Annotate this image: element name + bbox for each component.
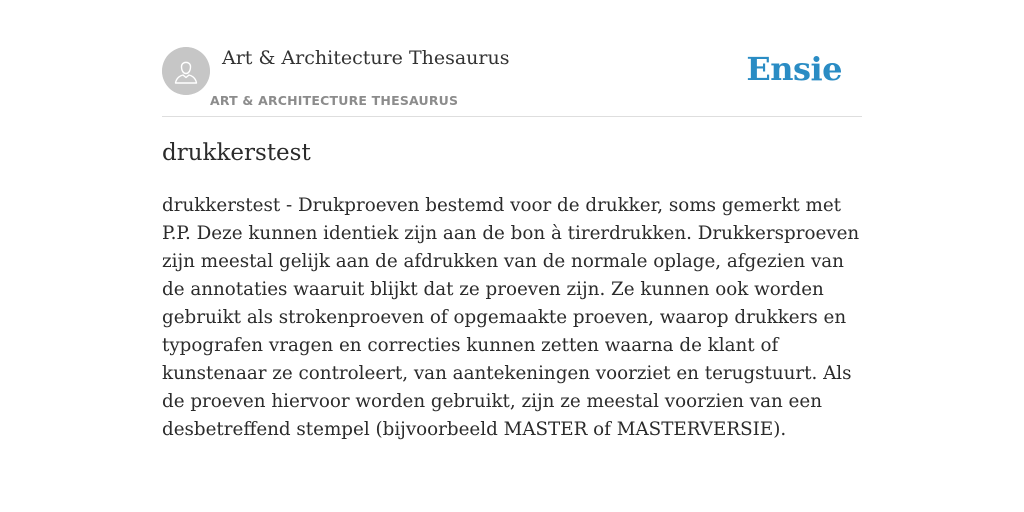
page-header	[162, 46, 862, 117]
term-title: drukkerstest	[162, 140, 311, 166]
source-title[interactable]: Art & Architecture Thesaurus	[222, 47, 510, 69]
brand-logo[interactable]: Ensie	[746, 50, 842, 88]
avatar[interactable]	[162, 47, 210, 95]
term-definition: drukkerstest - Drukproeven bestemd voor de drukker, soms gemerkt met P.P. Deze kunnen identiek zijn aan de bon à tirerdrukken. Drukkersproeven zijn meestal gelijk aan de afdrukken van de normale oplage, afgezien van de annotaties waaruit blijkt dat ze proeven zijn. Ze kunnen ook worden gebruikt als strokenproeven of opgemaakte proeven, waarop drukkers en typografen vragen en correcties kunnen zetten waarna de klant of kunstenaar ze controleert, van aantekeningen voorziet en terugstuurt. Als de proeven hiervoor worden gebruikt, zijn ze meestal voorzien van een desbetreffend stempel (bijvoorbeeld MASTER of MASTERVERSIE).	[162, 195, 860, 440]
source-subtitle[interactable]: ART & ARCHITECTURE THESAURUS	[210, 93, 459, 108]
user-icon	[162, 47, 210, 95]
